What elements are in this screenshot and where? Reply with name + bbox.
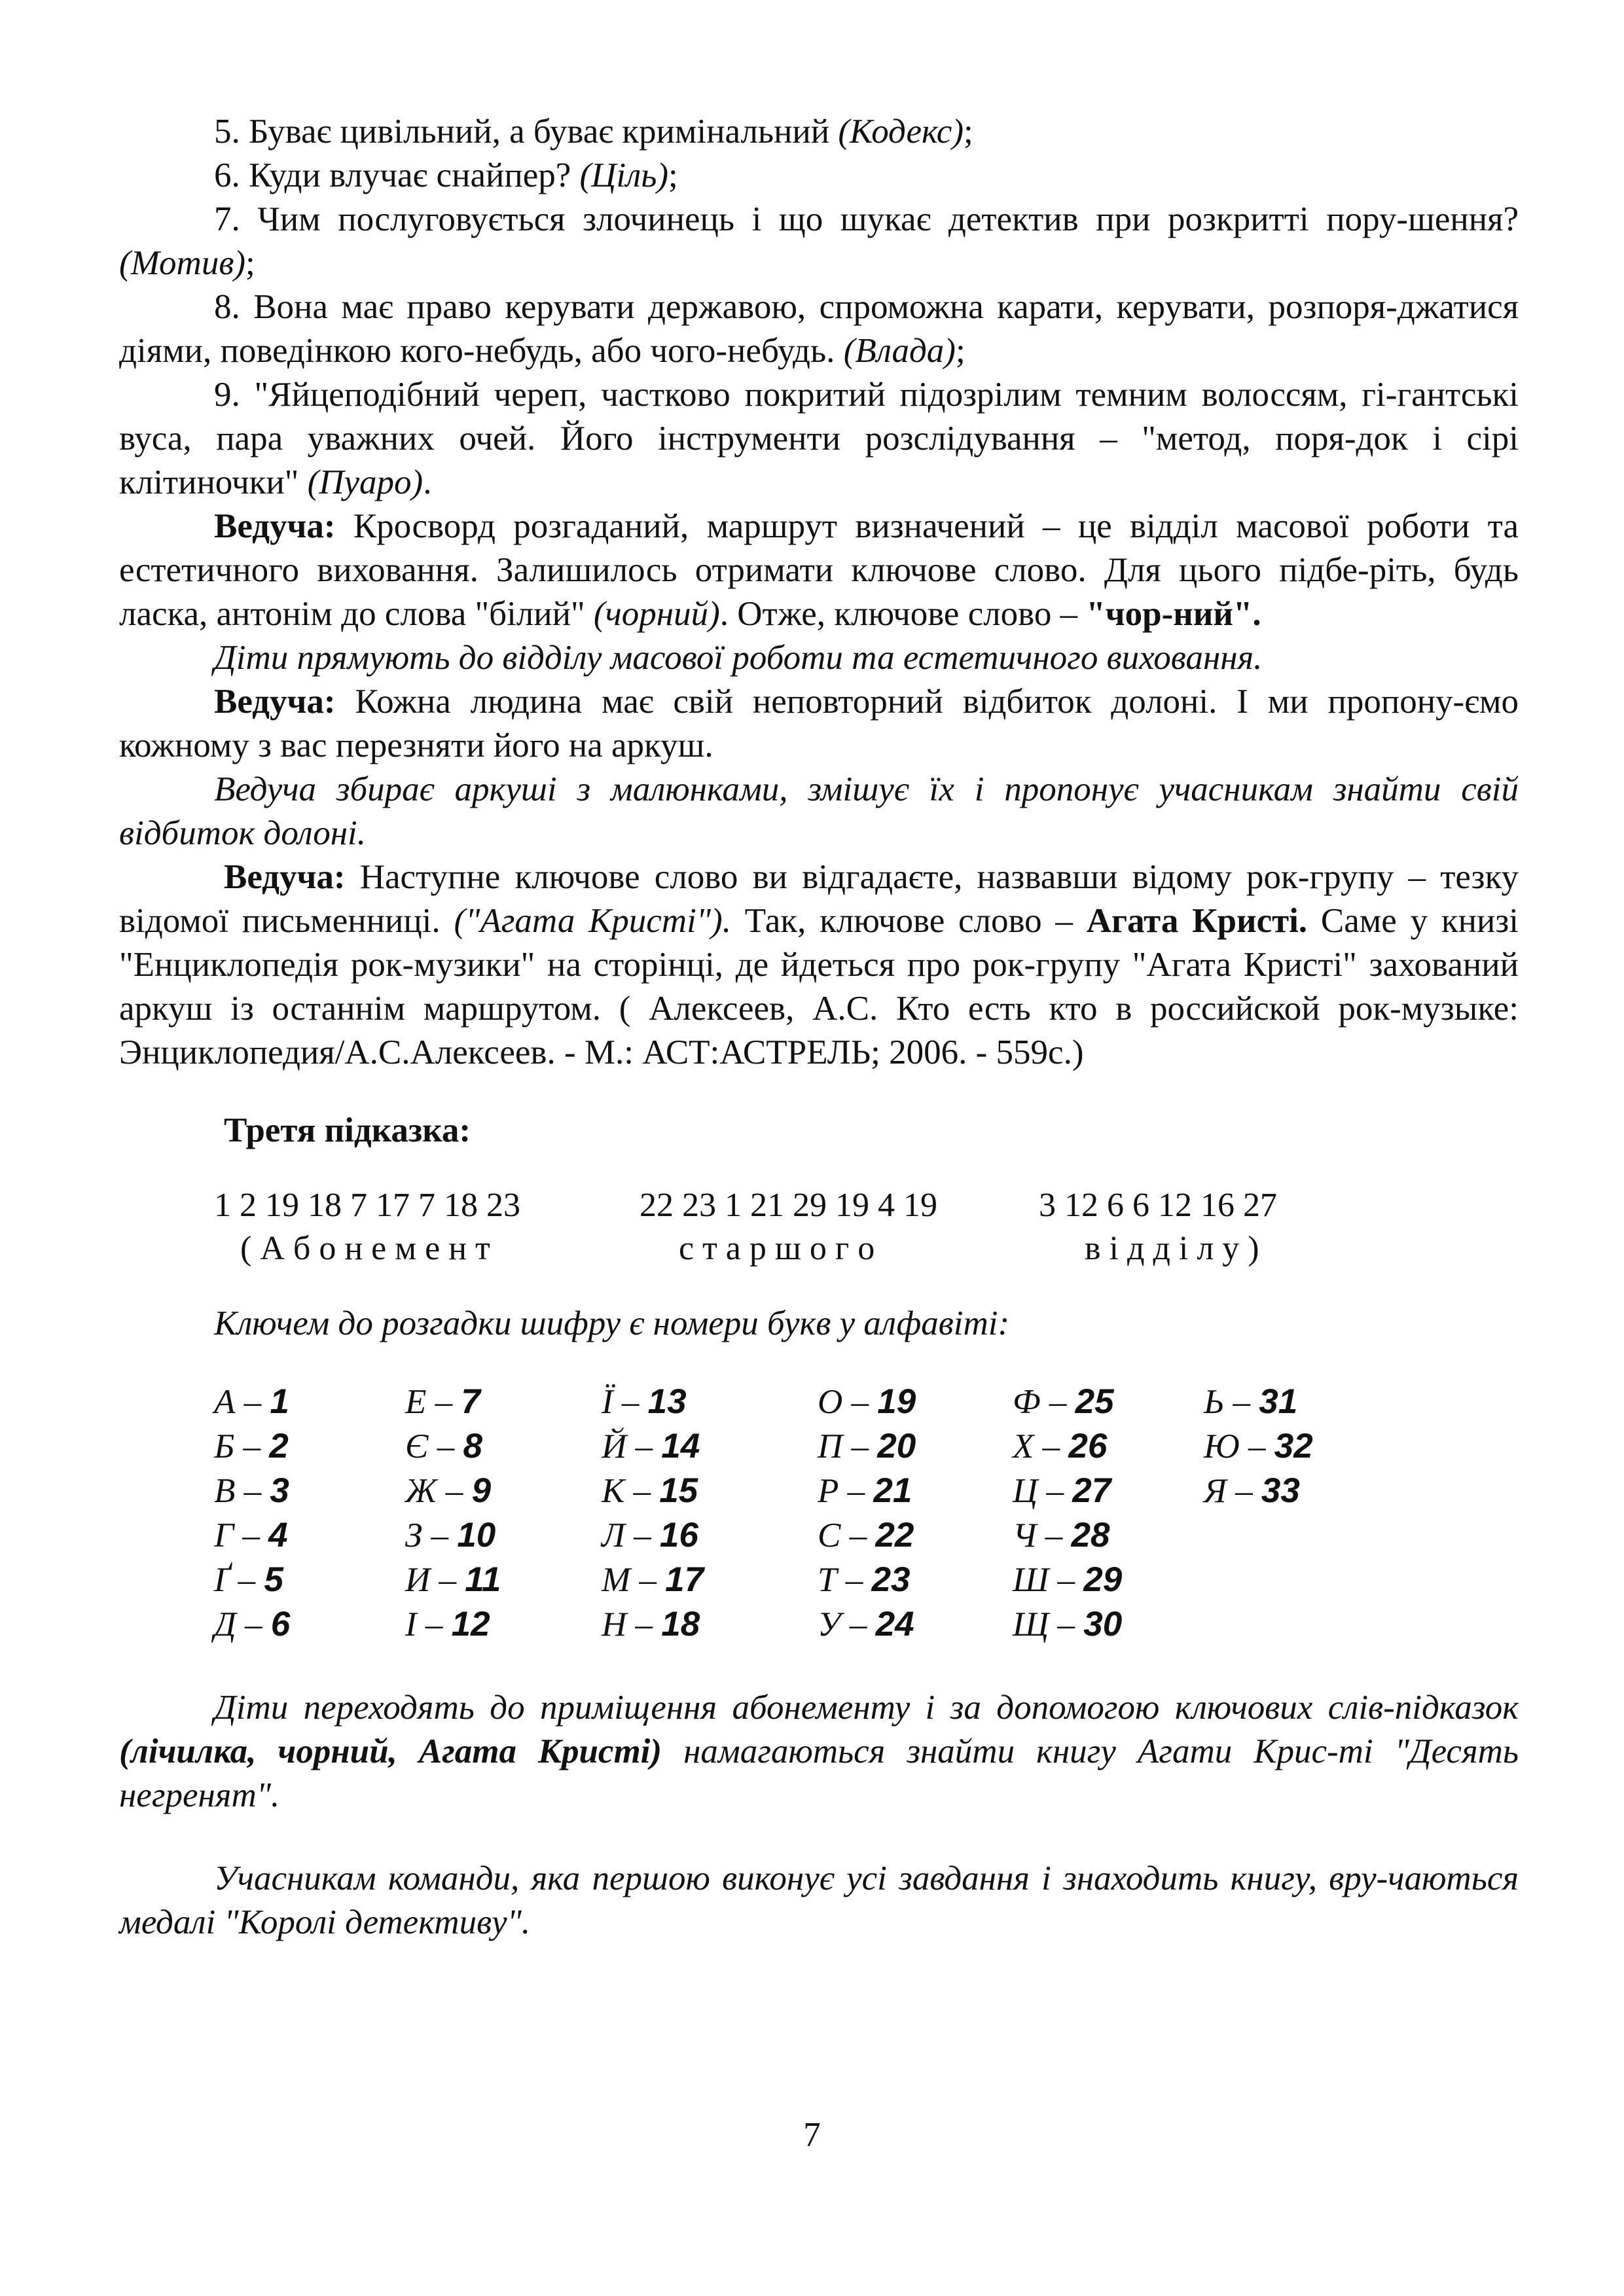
- host-keyword: Агата Кристі.: [1086, 902, 1308, 940]
- cipher-key-text: Ключем до розгадки шифру є номери букв у алфавіті:: [214, 1304, 1010, 1342]
- alphabet-letter: О –: [818, 1383, 878, 1421]
- punctuation: ;: [963, 113, 973, 151]
- alphabet-letter: К –: [602, 1472, 660, 1510]
- alphabet-number: 2: [269, 1427, 289, 1465]
- alphabet-letter: Є –: [405, 1427, 463, 1465]
- punctuation: ;: [245, 244, 255, 282]
- alphabet-letter: Е –: [405, 1383, 461, 1421]
- alphabet-letter: Ї –: [602, 1383, 648, 1421]
- alphabet-letter: Й –: [602, 1427, 662, 1465]
- host-paragraph-3: [119, 855, 1519, 1075]
- alphabet-entry: [1204, 1558, 1400, 1602]
- alphabet-number: 20: [877, 1427, 916, 1465]
- alphabet-number: 13: [647, 1382, 687, 1421]
- alphabet-letter: А –: [214, 1383, 270, 1421]
- host-text: Кожна людина має свій неповторний відбиток долоні. І ми пропону-ємо кожному з вас перезняти його на аркуш.: [119, 683, 1519, 764]
- question-answer: (Кодекс): [838, 113, 964, 151]
- alphabet-letter: І –: [405, 1605, 452, 1643]
- alphabet-letter: Ш –: [1013, 1561, 1084, 1599]
- cipher-decoded-2: с т а р ш о г о: [679, 1230, 875, 1267]
- alphabet-letter: И –: [405, 1561, 465, 1599]
- page-number: 7: [803, 2116, 821, 2154]
- stage-direction-4: Учасникам команди, яка першою виконує усі завдання і знаходить книгу, вру-чаються медалі "Королі детективу".: [119, 1859, 1519, 1941]
- question-text: 9. "Яйцеподібний череп, частково покритий підозрілим темним волоссям, гі-гантські вуса, пара уважних очей. Його інструменти розслідування – "метод, поря-док і сірі клітиночки": [119, 376, 1519, 501]
- alphabet-letter: Ґ –: [214, 1561, 264, 1599]
- alphabet-entry: [214, 1558, 405, 1602]
- host-text: Кросворд розгаданий, маршрут визначений – це відділ масової роботи та естетичного виховання. Залишилось отримати ключове слово. Для цього підбе-ріть, будь ласка, антонім до слова "білий": [119, 507, 1519, 633]
- alphabet-entry: [1013, 1469, 1204, 1513]
- question-8: [119, 285, 1519, 373]
- alphabet-entry: [1204, 1469, 1400, 1513]
- host-text: Саме у книзі "Енциклопедія рок-музики" на сторінці, де йдеться про рок-групу "Агата Кристі" захований аркуш із останнім маршрутом. ( Алексеев, А.С. Кто есть кто в российской рок-музыке: Энциклопедия/А.С.Алексеев. - М.: АСТ:АСТРЕЛЬ; 2006. - 559с.): [119, 902, 1519, 1071]
- alphabet-letter: С –: [818, 1516, 876, 1554]
- alphabet-entry: [602, 1424, 818, 1469]
- alphabet-number: 11: [465, 1560, 501, 1599]
- alphabet-letter: Г –: [214, 1516, 269, 1554]
- alphabet-number: 29: [1083, 1560, 1123, 1599]
- alphabet-entry: [405, 1602, 602, 1647]
- alphabet-letter: Щ –: [1013, 1605, 1084, 1643]
- alphabet-entry: [405, 1558, 602, 1602]
- alphabet-letter: Н –: [602, 1605, 662, 1643]
- alphabet-number: 17: [665, 1560, 704, 1599]
- alphabet-number: 8: [463, 1427, 482, 1465]
- alphabet-entry: [818, 1513, 1013, 1558]
- alphabet-table: [214, 1380, 1519, 1647]
- alphabet-number: 21: [873, 1471, 912, 1510]
- alphabet-entry: [1013, 1558, 1204, 1602]
- alphabet-number: 16: [659, 1516, 698, 1554]
- alphabet-number: 7: [461, 1382, 480, 1421]
- alphabet-number: 18: [661, 1605, 700, 1643]
- host-answer: (чорний): [593, 595, 720, 633]
- alphabet-entry: [1013, 1602, 1204, 1647]
- alphabet-number: 9: [471, 1471, 492, 1510]
- host-label: Ведуча:: [214, 507, 336, 545]
- alphabet-entry: [214, 1380, 405, 1424]
- hint-title: Третя підказка:: [224, 1111, 471, 1149]
- alphabet-letter: Ф –: [1013, 1383, 1075, 1421]
- alphabet-letter: Б –: [214, 1427, 270, 1465]
- alphabet-entry: [405, 1469, 602, 1513]
- alphabet-entry: [818, 1424, 1013, 1469]
- alphabet-number: 3: [270, 1471, 289, 1510]
- alphabet-letter: В –: [214, 1472, 270, 1510]
- alphabet-letter: Т –: [818, 1561, 872, 1599]
- alphabet-entry: [405, 1424, 602, 1469]
- alphabet-letter: Д –: [214, 1605, 271, 1643]
- question-5: [119, 110, 1519, 154]
- alphabet-letter: Ж –: [405, 1472, 472, 1510]
- stage-keywords: (лічилка, чорний, Агата Кристі): [119, 1732, 662, 1770]
- alphabet-entry: [214, 1513, 405, 1558]
- punctuation: ;: [955, 332, 965, 370]
- host-text: Так, ключове слово –: [731, 902, 1087, 940]
- alphabet-letter: З –: [405, 1516, 458, 1554]
- question-answer: (Влада): [843, 332, 956, 370]
- alphabet-entry: [1204, 1424, 1400, 1469]
- alphabet-number: 19: [877, 1382, 916, 1421]
- alphabet-number: 23: [871, 1560, 911, 1599]
- question-answer: (Мотив): [119, 244, 245, 282]
- alphabet-number: 31: [1259, 1382, 1298, 1421]
- punctuation: .: [423, 463, 432, 501]
- cipher-block: [119, 1184, 1519, 1270]
- alphabet-number: 24: [875, 1605, 914, 1643]
- alphabet-entry: [1013, 1380, 1204, 1424]
- alphabet-number: 32: [1274, 1427, 1313, 1465]
- alphabet-entry: [405, 1380, 602, 1424]
- stage-direction-1: Діти прямують до відділу масової роботи та естетичного виховання.: [214, 639, 1263, 677]
- alphabet-entry: [214, 1602, 405, 1647]
- question-7: [119, 198, 1519, 285]
- alphabet-number: 1: [270, 1382, 289, 1421]
- alphabet-entry: [1013, 1513, 1204, 1558]
- question-text: 6. Куди влучає снайпер?: [214, 156, 580, 194]
- alphabet-entry: [818, 1602, 1013, 1647]
- alphabet-number: 27: [1072, 1471, 1111, 1510]
- alphabet-number: 10: [457, 1516, 496, 1554]
- alphabet-number: 5: [264, 1560, 283, 1599]
- alphabet-letter: М –: [602, 1561, 666, 1599]
- host-label: Ведуча:: [224, 858, 346, 896]
- alphabet-letter: Ь –: [1204, 1383, 1259, 1421]
- alphabet-letter: Ю –: [1204, 1427, 1274, 1465]
- cipher-word-3: 3 12 6 6 12 16 27: [1039, 1187, 1277, 1224]
- alphabet-entry: [1013, 1424, 1204, 1469]
- alphabet-entry: [602, 1513, 818, 1558]
- alphabet-entry: [1204, 1380, 1400, 1424]
- alphabet-number: 22: [875, 1516, 914, 1554]
- alphabet-entry: [1204, 1602, 1400, 1647]
- cipher-letters: [214, 1227, 1519, 1270]
- alphabet-letter: Ч –: [1013, 1516, 1072, 1554]
- alphabet-letter: Ц –: [1013, 1472, 1073, 1510]
- alphabet-letter: Я –: [1204, 1472, 1261, 1510]
- alphabet-entry: [405, 1513, 602, 1558]
- alphabet-entry: [602, 1558, 818, 1602]
- alphabet-number: 12: [451, 1605, 490, 1643]
- alphabet-entry: [214, 1469, 405, 1513]
- alphabet-letter: Х –: [1013, 1427, 1069, 1465]
- stage-text: намагаються знайти книгу Агати Крис-ті "Десять негренят".: [119, 1732, 1519, 1814]
- alphabet-entry: [214, 1424, 405, 1469]
- alphabet-number: 25: [1075, 1382, 1114, 1421]
- question-text: 8. Вона має право керувати державою, спроможна карати, керувати, розпоря-джатися діями, поведінкою кого-небудь, або чого-небудь.: [119, 288, 1519, 370]
- alphabet-entry: [818, 1469, 1013, 1513]
- stage-text: Діти переходять до приміщення абонементу і за допомогою ключових слів-підказок: [214, 1689, 1519, 1727]
- alphabet-entry: [602, 1602, 818, 1647]
- alphabet-number: 30: [1083, 1605, 1123, 1643]
- host-text: Наступне ключове слово ви відгадаєте, назвавши відому рок-групу – тезку відомої письменниці.: [119, 858, 1519, 940]
- alphabet-number: 6: [270, 1605, 291, 1643]
- alphabet-number: 4: [268, 1516, 288, 1554]
- cipher-numbers: [214, 1184, 1519, 1227]
- alphabet-entry: [602, 1380, 818, 1424]
- stage-direction-3: [119, 1686, 1519, 1818]
- alphabet-entry: [818, 1558, 1013, 1602]
- host-paragraph-1: [119, 505, 1519, 636]
- alphabet-letter: П –: [818, 1427, 878, 1465]
- alphabet-entry: [1204, 1513, 1400, 1558]
- cipher-word-1: 1 2 19 18 7 17 7 18 23: [214, 1187, 520, 1224]
- alphabet-letter: У –: [818, 1605, 876, 1643]
- alphabet-number: 28: [1071, 1516, 1110, 1554]
- host-text: . Отже, ключове слово –: [719, 595, 1087, 633]
- stage-direction-2: Ведуча збирає аркуші з малюнками, змішує їх і пропонує учасникам знайти свій відбиток долоні.: [119, 770, 1519, 852]
- alphabet-number: 14: [661, 1427, 700, 1465]
- question-9: [119, 373, 1519, 505]
- alphabet-letter: Л –: [602, 1516, 660, 1554]
- host-label: Ведуча:: [214, 683, 336, 721]
- cipher-decoded-1: ( А б о н е м е н т: [240, 1230, 490, 1267]
- host-paragraph-2: [119, 680, 1519, 768]
- alphabet-number: 15: [659, 1471, 698, 1510]
- alphabet-entry: [818, 1380, 1013, 1424]
- host-keyword: "чор-ний".: [1086, 595, 1261, 633]
- question-6: [119, 154, 1519, 198]
- alphabet-entry: [602, 1469, 818, 1513]
- cipher-decoded-3: в і д д і л у ): [1085, 1230, 1259, 1267]
- alphabet-number: 33: [1261, 1471, 1300, 1510]
- question-text: 5. Буває цивільний, а буває кримінальний: [214, 113, 839, 151]
- question-answer: (Пуаро): [307, 463, 424, 501]
- host-answer: ("Агата Кристі").: [454, 902, 731, 940]
- alphabet-letter: Р –: [818, 1472, 874, 1510]
- document-page: [119, 110, 1519, 1945]
- cipher-word-2: 22 23 1 21 29 19 4 19: [640, 1187, 937, 1224]
- punctuation: ;: [668, 156, 678, 194]
- question-text: 7. Чим послуговується злочинець і що шукає детектив при розкритті пору-шення?: [214, 200, 1519, 238]
- alphabet-number: 26: [1068, 1427, 1108, 1465]
- question-answer: (Ціль): [579, 156, 669, 194]
